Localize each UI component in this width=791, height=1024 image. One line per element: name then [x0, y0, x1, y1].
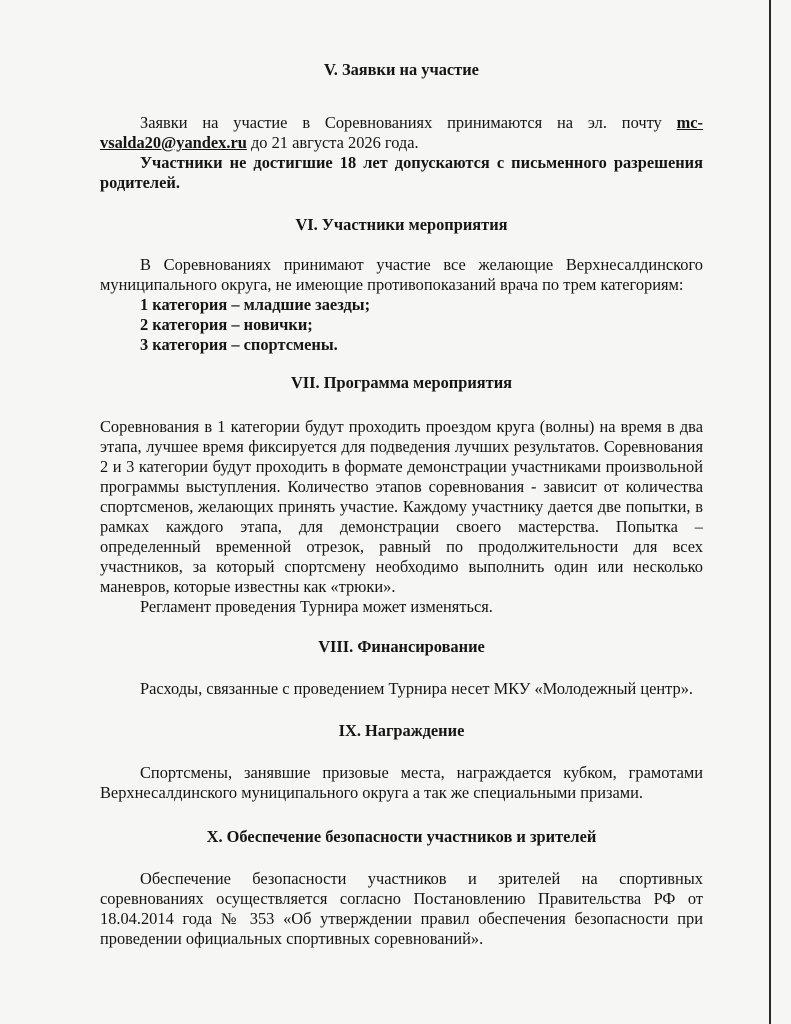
safety-paragraph: Обеспечение безопасности участников и зрителей на спортивных соревнованиях осуществляется согласно Постановлению Правительства РФ от 18.04.2014 года № 353 «Об утверждении правил обеспечения безопасности при проведении официальных спортивных соревнований».: [100, 869, 703, 948]
section-heading: VII. Программа мероприятия: [290, 373, 513, 392]
deadline-text: до 21 августа 2026 года.: [246, 133, 419, 152]
category-item: 3 категория – спортсмены.: [140, 335, 338, 354]
applications-text: Заявки на участие в Соревнованиях принимаются на эл. почту: [140, 113, 662, 132]
section-heading: IX. Награждение: [338, 721, 465, 740]
regulations-note: Регламент проведения Турнира может изменяться.: [140, 597, 493, 616]
section-applications: [100, 60, 703, 193]
participants-paragraph: В Соревнованиях принимают участие все желающие Верхнесалдинского муниципального округа, не имеющие противопоказаний врача по трем категориям:: [100, 255, 703, 294]
section-heading: V. Заявки на участие: [324, 60, 479, 79]
financing-paragraph: Расходы, связанные с проведением Турнира несет МКУ «Молодежный центр».: [140, 679, 693, 698]
section-heading: VIII. Финансирование: [318, 637, 485, 656]
section-awards: [100, 721, 703, 803]
age-restriction-paragraph: Участники не достигшие 18 лет допускаются с письменного разрешения родителей.: [100, 153, 703, 192]
category-item: 1 категория – младшие заезды;: [140, 295, 371, 314]
scan-page-edge: [769, 0, 771, 1024]
section-safety: [100, 827, 703, 949]
section-financing: [100, 637, 703, 699]
email-link[interactable]: mc-vsalda20@yandex.ru: [100, 113, 703, 152]
section-participants: [100, 215, 703, 355]
document-page: [100, 60, 703, 949]
section-heading: X. Обеспечение безопасности участников и зрителей: [206, 827, 597, 846]
category-item: 2 категория – новички;: [140, 315, 313, 334]
applications-paragraph: [100, 113, 703, 153]
awards-paragraph: Спортсмены, занявшие призовые места, награждается кубком, грамотами Верхнесалдинского муниципального округа а так же специальными призами.: [100, 763, 703, 802]
section-heading: VI. Участники мероприятия: [295, 215, 508, 234]
program-paragraph: Соревнования в 1 категории будут проходить проездом круга (волны) на время в два этапа, лучшее время фиксируется для подведения лучших результатов. Соревнования 2 и 3 категории будут проходить в формате демонстрации участниками произвольной программы выступления. Количество этапов соревнования - зависит от количества спортсменов, желающих принять участие. Каждому участнику дается две попытки, в рамках каждого этапа, для демонстрации своего мастерства. Попытка – определенный временной отрезок, равный по продолжительности для всех участников, за который спортсмену необходимо выполнить один или несколько маневров, которые известны как «трюки».: [100, 417, 703, 596]
section-program: [100, 373, 703, 617]
